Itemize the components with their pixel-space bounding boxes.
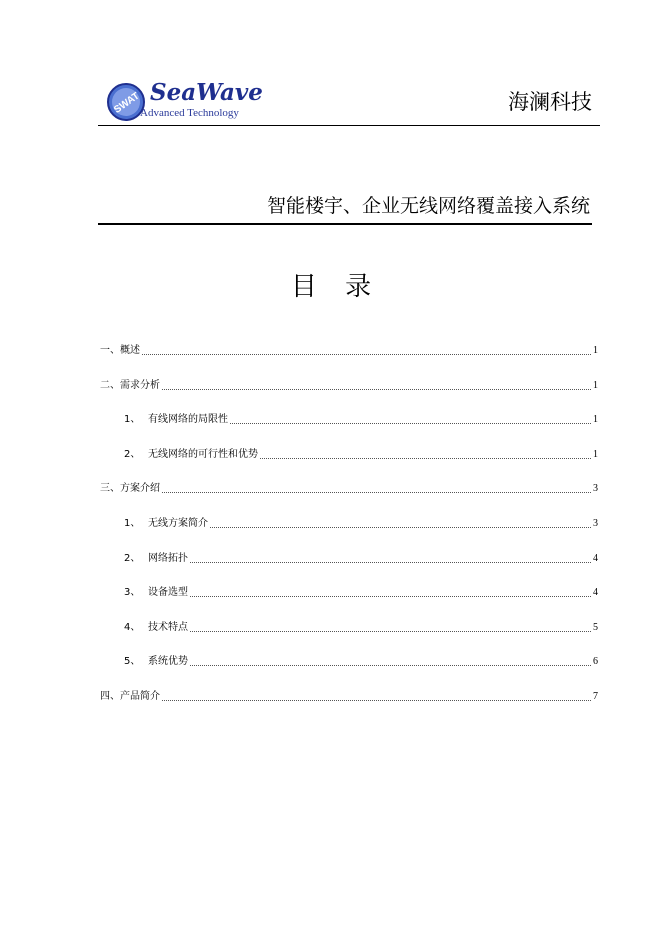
- toc-entry-page: 7: [593, 691, 598, 702]
- logo-name: SeaWave: [150, 79, 263, 106]
- toc-entry-page: 1: [593, 345, 598, 356]
- toc-entry[interactable]: [124, 442, 598, 462]
- toc-entry-label: 无线网络的可行性和优势: [148, 448, 258, 460]
- toc-entry-number: 3、: [124, 587, 141, 599]
- toc-entry-label: 网络拓扑: [148, 552, 188, 564]
- toc-entry-label: 系统优势: [148, 656, 188, 668]
- toc-entry[interactable]: [100, 338, 598, 358]
- toc-entry-page: 4: [593, 552, 598, 564]
- toc-entry-page: 1: [593, 448, 598, 460]
- toc-entry-page: 6: [593, 656, 598, 668]
- toc-leader-dots: [190, 562, 591, 563]
- toc-entry-number: 5、: [124, 656, 141, 668]
- toc-entry[interactable]: [124, 580, 598, 600]
- seawave-logo: [106, 79, 263, 124]
- document-title: 智能楼宇、企业无线网络覆盖接入系统: [266, 195, 590, 217]
- toc-entry[interactable]: [124, 511, 598, 531]
- company-name: 海澜科技: [508, 90, 592, 114]
- toc-entry-label: 有线网络的局限性: [148, 414, 228, 426]
- toc-leader-dots: [190, 631, 591, 632]
- toc-leader-dots: [210, 527, 591, 528]
- toc-entry-label: 设备选型: [148, 587, 188, 599]
- toc-leader-dots: [190, 665, 591, 666]
- toc-leader-dots: [162, 700, 591, 701]
- toc-entry-page: 1: [593, 379, 598, 391]
- toc-entry-page: 1: [593, 414, 598, 426]
- toc-entry-page: 5: [593, 621, 598, 633]
- toc-heading: 目 录: [290, 272, 382, 302]
- toc-entry-number: 1、: [124, 518, 141, 529]
- toc-leader-dots: [142, 354, 591, 355]
- toc-entry-page: 3: [593, 518, 598, 529]
- toc-leader-dots: [162, 492, 591, 493]
- toc-entry-number: 4、: [124, 621, 141, 633]
- badge-text: SWAT: [112, 90, 142, 116]
- toc-entry-number: 2、: [124, 552, 141, 564]
- toc-leader-dots: [190, 596, 591, 597]
- toc-entry-label: 二、需求分析: [100, 379, 160, 391]
- header-divider: [98, 125, 600, 126]
- toc-entry-page: 4: [593, 587, 598, 599]
- toc-entry[interactable]: [124, 407, 598, 427]
- toc-leader-dots: [162, 389, 591, 390]
- title-divider: [98, 223, 592, 225]
- toc-entry-number: 1、: [124, 414, 141, 426]
- toc-entry[interactable]: [100, 373, 598, 393]
- toc-entry[interactable]: [100, 476, 598, 496]
- toc-entry-page: 3: [593, 483, 598, 495]
- toc-entry[interactable]: [124, 649, 598, 669]
- toc-entry-label: 三、方案介绍: [100, 483, 160, 495]
- toc-entry-label: 技术特点: [148, 621, 188, 633]
- toc-entry[interactable]: [124, 615, 598, 635]
- toc-entry-label: 无线方案简介: [148, 518, 208, 529]
- toc-leader-dots: [230, 423, 591, 424]
- toc-entry[interactable]: [100, 684, 598, 704]
- toc-entry[interactable]: [124, 546, 598, 566]
- toc-entry-label: 四、产品简介: [100, 691, 160, 702]
- toc-entry-number: 2、: [124, 448, 141, 460]
- logo-tagline: Advanced Technology: [140, 107, 239, 119]
- toc-entry-label: 一、概述: [100, 345, 140, 356]
- toc-leader-dots: [260, 458, 591, 459]
